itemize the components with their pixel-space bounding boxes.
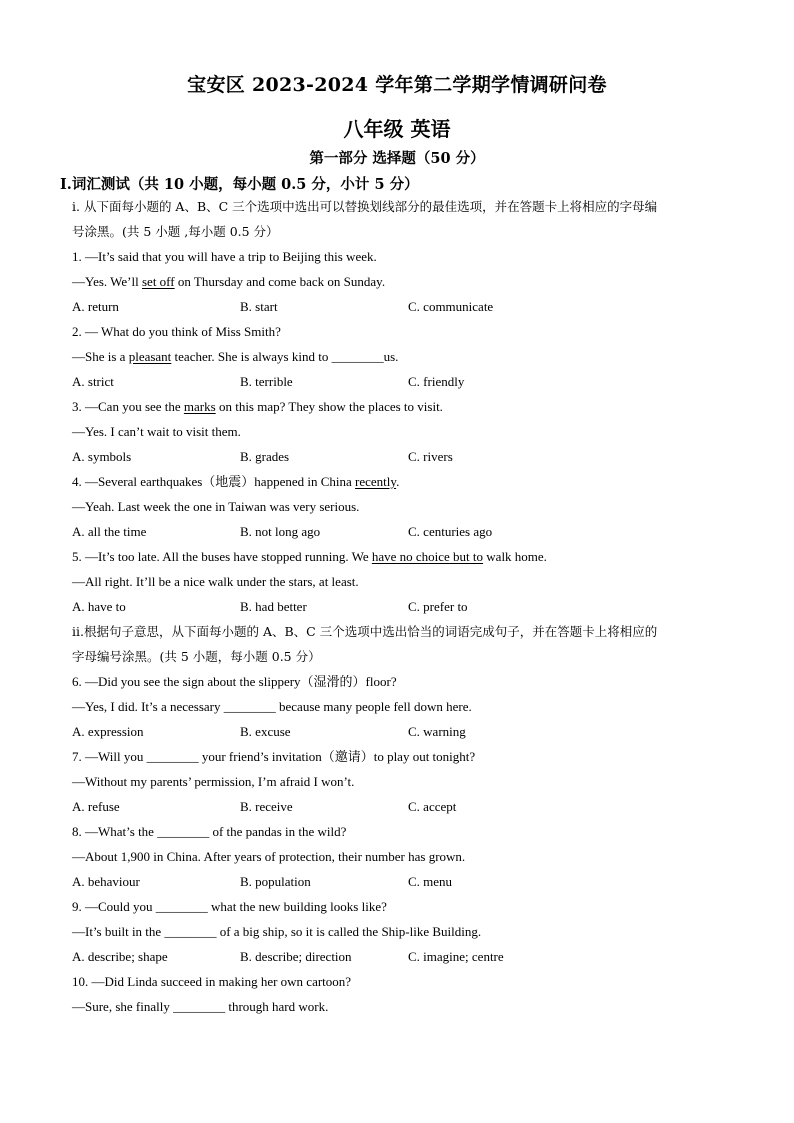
answer-line: —Sure, she finally ________ through hard work. <box>72 999 329 1014</box>
instruction-line: ii.根据句子意思，从下面每小题的 A、B、C 三个选项中选出恰当的词语完成句子，并在答题卡上将相应的 <box>72 624 658 639</box>
question-line: 1. —It’s said that you will have a trip to Beijing this week. <box>72 249 377 264</box>
option-b: B. start <box>240 299 278 314</box>
answer-line: —Yeah. Last week the one in Taiwan was very serious. <box>72 499 360 514</box>
underlined-phrase: set off <box>141 274 175 289</box>
option-a: A. refuse <box>72 799 120 814</box>
answer-line: —Yes, I did. It’s a necessary ________ because many people fell down here. <box>72 699 472 714</box>
answer-line: —She is a pleasant teacher. She is always kind to ________us. <box>72 349 399 364</box>
option-b: B. grades <box>240 449 290 464</box>
answer-line: —All right. It’ll be a nice walk under the stars, at least. <box>72 574 359 589</box>
question-line: 9. —Could you ________ what the new building looks like? <box>72 899 387 914</box>
options-row <box>72 724 772 740</box>
options-row <box>72 449 772 465</box>
options-row <box>72 599 772 615</box>
option-a: A. all the time <box>72 524 147 539</box>
options-row <box>72 799 772 815</box>
option-b: B. receive <box>240 799 293 814</box>
question-line: 4. —Several earthquakes（地震）happened in China recently. <box>72 474 400 489</box>
question-line: 3. —Can you see the marks on this map? They show the places to visit. <box>72 399 443 414</box>
option-c: C. communicate <box>408 299 494 314</box>
underlined-phrase: recently <box>355 474 397 489</box>
question-line: 5. —It’s too late. All the buses have stopped running. We have no choice but to walk home. <box>72 549 547 564</box>
answer-line: —It’s built in the ________ of a big ship, so it is called the Ship-like Building. <box>72 924 482 939</box>
question-line: 8. —What’s the ________ of the pandas in the wild? <box>72 824 347 839</box>
exam-title: 宝安区 2023-2024 学年第二学期学情调研问卷 <box>187 74 607 96</box>
option-c: C. prefer to <box>408 599 468 614</box>
option-b: B. terrible <box>240 374 293 389</box>
underlined-phrase: pleasant <box>128 349 172 364</box>
option-a: A. behaviour <box>72 874 140 889</box>
answer-line: —Without my parents’ permission, I’m afraid I won’t. <box>72 774 355 789</box>
option-c: C. friendly <box>408 374 465 389</box>
underlined-phrase: marks <box>183 399 216 414</box>
instruction-line: 字母编号涂黑。(共 5 小题，每小题 0.5 分） <box>72 649 321 664</box>
options-row <box>72 524 772 540</box>
answer-line: —About 1,900 in China. After years of protection, their number has grown. <box>72 849 466 864</box>
options-row <box>72 299 772 315</box>
question-line: 10. —Did Linda succeed in making her own cartoon? <box>72 974 352 989</box>
option-b: B. population <box>240 874 311 889</box>
option-b: B. had better <box>240 599 307 614</box>
option-b: B. excuse <box>240 724 291 739</box>
option-c: C. warning <box>408 724 466 739</box>
option-c: C. centuries ago <box>408 524 493 539</box>
option-a: A. describe; shape <box>72 949 168 964</box>
question-line: 2. — What do you think of Miss Smith? <box>72 324 281 339</box>
option-b: B. not long ago <box>240 524 321 539</box>
question-line: 7. —Will you ________ your friend’s invitation（邀请）to play out tonight? <box>72 749 476 764</box>
options-row <box>72 374 772 390</box>
options-row <box>72 949 772 965</box>
question-line: 6. —Did you see the sign about the slippery（湿滑的）floor? <box>72 674 397 689</box>
options-row <box>72 874 772 890</box>
option-c: C. imagine; centre <box>408 949 504 964</box>
answer-line: —Yes. We’ll set off on Thursday and come back on Sunday. <box>72 274 386 289</box>
option-b: B. describe; direction <box>240 949 352 964</box>
grade-subject: 八年级 英语 <box>343 117 451 141</box>
option-a: A. strict <box>72 374 114 389</box>
option-c: C. accept <box>408 799 457 814</box>
option-c: C. menu <box>408 874 453 889</box>
section-heading: Ⅰ.词汇测试（共 10 小题，每小题 0.5 分，小计 5 分） <box>60 176 419 193</box>
underlined-phrase: have no choice but to <box>371 549 484 564</box>
option-c: C. rivers <box>408 449 453 464</box>
option-a: A. expression <box>72 724 144 739</box>
option-a: A. have to <box>72 599 126 614</box>
instruction-line: i. 从下面每小题的 A、B、C 三个选项中选出可以替换划线部分的最佳选项，并在答题卡上将相应的字母编 <box>72 199 658 214</box>
option-a: A. symbols <box>72 449 132 464</box>
part-heading: 第一部分 选择题（50 分） <box>309 150 485 167</box>
option-a: A. return <box>72 299 119 314</box>
answer-line: —Yes. I can’t wait to visit them. <box>72 424 241 439</box>
instruction-line: 号涂黑。(共 5 小题 ,每小题 0.5 分） <box>72 224 279 239</box>
